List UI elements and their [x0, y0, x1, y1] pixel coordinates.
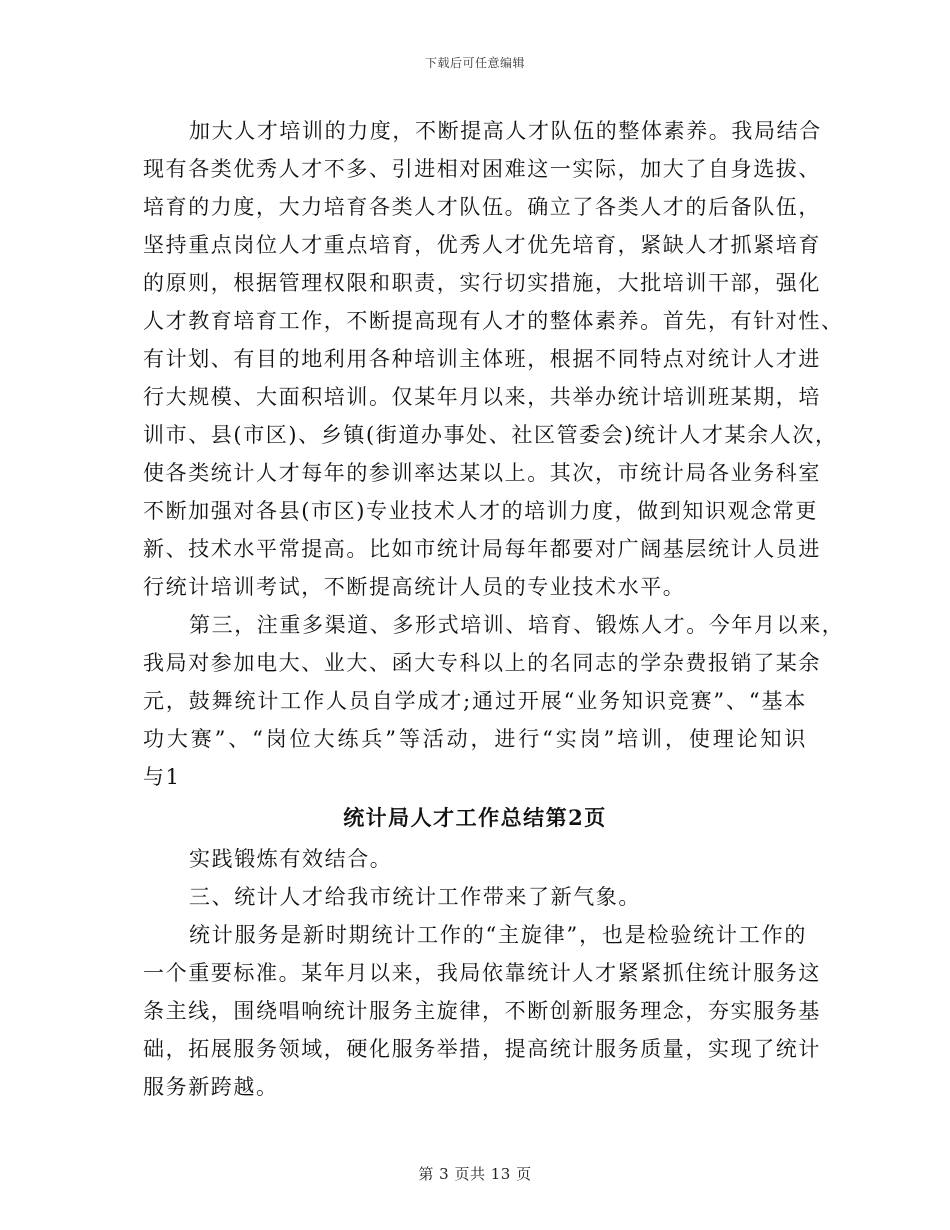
paragraph-third-point [143, 606, 845, 796]
paragraph-line: 训市、县(市区)、乡镇(街道办事处、社区管委会)统计人才某余人次， [143, 423, 838, 447]
paragraph-line: 行大规模、大面积培训。仅某年月以来，共举办统计培训班某期，培 [143, 385, 821, 409]
paragraph-line: 加大人才培训的力度，不断提高人才队伍的整体素养。我局结合 [189, 119, 822, 143]
section-heading: 三、统计人才给我市统计工作带来了新气象。 [189, 885, 641, 909]
paragraph-line: 坚持重点岗位人才重点培育，优秀人才优先培育，紧缺人才抓紧培育 [143, 233, 821, 257]
document-body [143, 112, 845, 1106]
paragraph-line: 条主线，围绕唱响统计服务主旋律，不断创新服务理念，夯实服务基 [143, 999, 821, 1023]
paragraph-line: 础，拓展服务领域，硬化服务举措，提高统计服务质量，实现了统计 [143, 1037, 821, 1061]
paragraph-line: 使各类统计人才每年的参训率达某以上。其次，市统计局各业务科室 [143, 461, 821, 485]
page-header: 下载后可任意编辑 [424, 56, 525, 70]
paragraph-statistical-service [143, 916, 821, 1106]
paragraph-line: 现有各类优秀人才不多、引进相对困难这一实际，加大了自身选拔、 [143, 157, 821, 181]
paragraph-line: 的原则，根据管理权限和职责，实行切实措施，大批培训干部，强化 [143, 271, 821, 295]
paragraph-line: 与1 [143, 765, 181, 789]
paragraph-line: 培育的力度，大力培育各类人才队伍。确立了各类人才的后备队伍， [143, 195, 821, 219]
paragraph-line: 功大赛”、“岗位大练兵”等活动，进行“实岗”培训，使理论知识 [143, 727, 807, 751]
paragraph-line: 我局对参加电大、业大、函大专科以上的名同志的学杂费报销了某余 [143, 651, 821, 675]
paragraph-line: 统计服务是新时期统计工作的“主旋律”，也是检验统计工作的 [189, 923, 807, 947]
paragraph-line: 元，鼓舞统计工作人员自学成才;通过开展“业务知识竞赛”、“基本 [143, 689, 807, 713]
paragraph-line: 一个重要标准。某年月以来，我局依靠统计人才紧紧抓住统计服务这 [143, 961, 821, 985]
page-break-heading: 统计局人才工作总结第2页 [343, 805, 607, 830]
paragraph-line: 新、技术水平常提高。比如市统计局每年都要对广阔基层统计人员进 [143, 537, 821, 561]
paragraph-training [143, 112, 844, 606]
paragraph-line: 不断加强对各县(市区)专业技术人才的培训力度，做到知识观念常更 [143, 499, 818, 523]
page-number: 第 3 页共 13 页 [418, 1165, 532, 1183]
paragraph-line: 行统计培训考试，不断提高统计人员的专业技术水平。 [143, 575, 686, 599]
paragraph-line: 实践锻炼有效结合。 [189, 847, 393, 871]
paragraph-line: 有计划、有目的地利用各种培训主体班，根据不同特点对统计人才进 [143, 347, 821, 371]
paragraph-line: 人才教育培育工作，不断提高现有人才的整体素养。首先，有针对性、 [143, 309, 844, 333]
paragraph-line: 第三，注重多渠道、多形式培训、培育、锻炼人才。今年月以来， [189, 613, 845, 637]
paragraph-line: 服务新跨越。 [143, 1075, 279, 1099]
